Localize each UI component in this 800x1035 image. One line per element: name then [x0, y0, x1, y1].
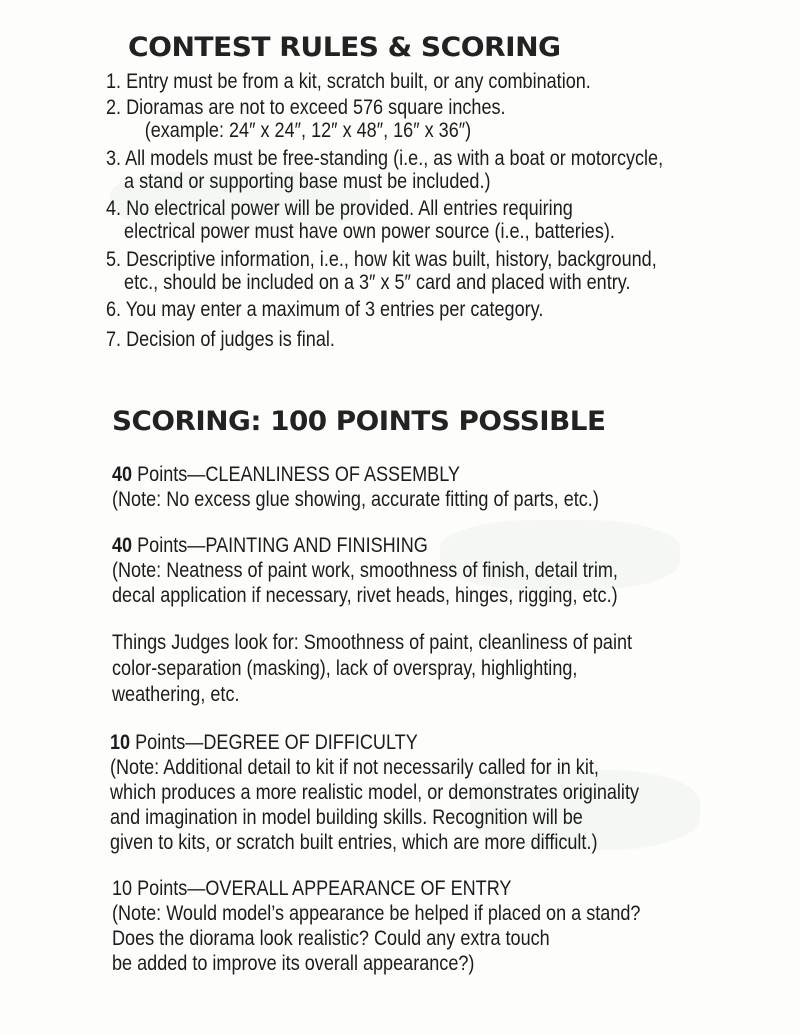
rule-text-continued: etc., should be included on a 3″ x 5″ card and placed with entry. — [124, 271, 631, 294]
rule-number: 6. — [106, 298, 122, 321]
criterion-note: be added to improve its overall appearance?) — [112, 952, 475, 975]
rule-number: 5. — [106, 248, 122, 271]
rule-item — [106, 248, 657, 294]
criterion-label: Points—CLEANLINESS OF ASSEMBLY — [132, 463, 460, 486]
rule-item — [106, 197, 615, 243]
criterion-label: Points—PAINTING AND FINISHING — [132, 534, 428, 557]
criterion-note: and imagination in model building skills. Recognition will be — [110, 806, 583, 829]
criterion-label: Points—DEGREE OF DIFFICULTY — [130, 731, 418, 754]
rule-number: 3. — [106, 147, 122, 170]
criterion-label: Points—OVERALL APPEARANCE OF ENTRY — [132, 877, 512, 900]
rule-item — [106, 96, 506, 142]
scoring-criterion — [112, 533, 618, 608]
criterion-note: (Note: No excess glue showing, accurate fitting of parts, etc.) — [112, 488, 599, 511]
criterion-title — [112, 876, 640, 901]
criterion-note: (Note: Additional detail to kit if not necessarily called for in kit, — [110, 756, 599, 779]
criterion-title — [110, 730, 639, 755]
rule-text: Dioramas are not to exceed 576 square inches. — [126, 96, 506, 119]
rule-text: All models must be free-standing (i.e., as with a boat or motorcycle, — [125, 147, 664, 170]
rule-text: Descriptive information, i.e., how kit was built, history, background, — [126, 248, 657, 271]
criterion-title — [112, 533, 618, 558]
criterion-note: Does the diorama look realistic? Could any extra touch — [112, 927, 550, 950]
contest-rules-heading: CONTEST RULES & SCORING — [128, 32, 561, 63]
rule-text: Entry must be from a kit, scratch built, or any combination. — [126, 70, 591, 93]
rule-number: 2. — [106, 96, 122, 119]
judges-criteria-line: Things Judges look for: Smoothness of paint, cleanliness of paint — [112, 631, 633, 654]
criterion-points: 40 — [112, 534, 133, 557]
criterion-note: given to kits, or scratch built entries, which are more difficult.) — [110, 831, 598, 854]
criterion-note: (Note: Neatness of paint work, smoothness of finish, detail trim, — [112, 559, 618, 582]
judges-criteria-line: color-separation (masking), lack of overspray, highlighting, — [112, 657, 578, 680]
criterion-note: (Note: Would model’s appearance be helped if placed on a stand? — [112, 902, 641, 925]
rule-text: You may enter a maximum of 3 entries per category. — [125, 298, 544, 321]
criterion-points: 40 — [112, 463, 133, 486]
rule-text: No electrical power will be provided. All entries requiring — [126, 197, 573, 220]
rule-item — [106, 147, 663, 193]
criterion-note: decal application if necessary, rivet heads, hinges, rigging, etc.) — [112, 584, 618, 607]
rule-number: 1. — [106, 70, 122, 93]
judges-criteria-line: weathering, etc. — [112, 683, 240, 706]
rule-item — [106, 298, 543, 321]
rule-number: 4. — [106, 197, 122, 220]
criterion-points: 10 — [112, 877, 133, 900]
criterion-points: 10 — [110, 731, 131, 754]
scoring-criterion — [112, 876, 640, 976]
rule-example: (example: 24″ x 24″, 12″ x 48″, 16″ x 36″) — [144, 119, 472, 142]
criterion-note: which produces a more realistic model, or demonstrates originality — [110, 781, 639, 804]
judges-criteria-paragraph — [112, 630, 632, 708]
rule-text: Decision of judges is final. — [126, 328, 335, 351]
rule-text-continued: a stand or supporting base must be included.) — [124, 170, 491, 193]
rule-item — [106, 328, 335, 351]
scoring-heading: SCORING: 100 POINTS POSSIBLE — [112, 406, 606, 437]
rule-text-continued: electrical power must have own power source (i.e., batteries). — [124, 220, 615, 243]
scoring-criterion — [110, 730, 639, 855]
scoring-criterion — [112, 462, 599, 512]
criterion-title — [112, 462, 599, 487]
rule-number: 7. — [106, 328, 122, 351]
rule-item — [106, 70, 591, 93]
